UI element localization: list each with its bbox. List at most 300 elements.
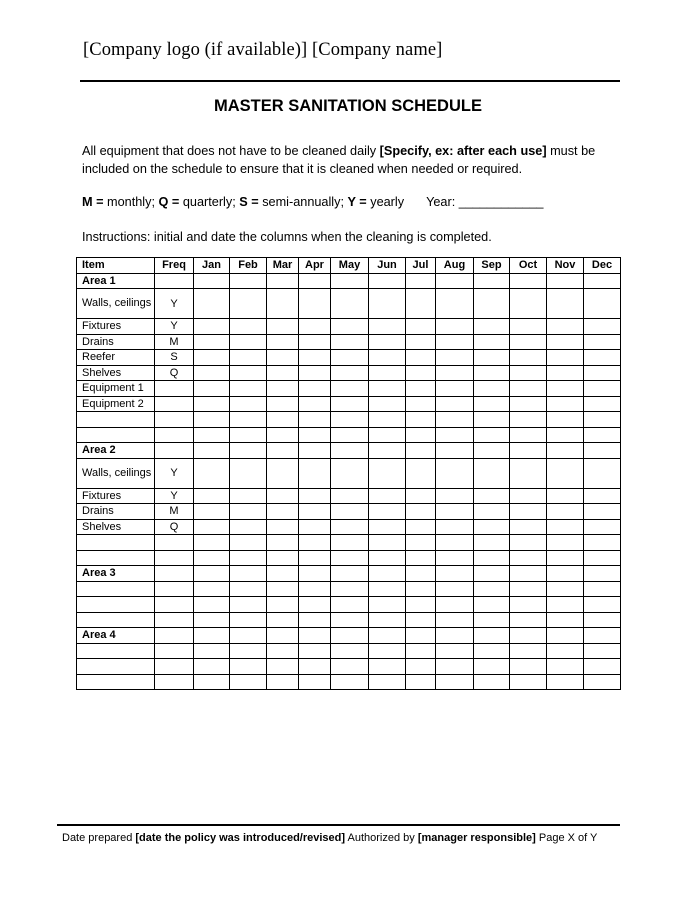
- month-cell[interactable]: [584, 273, 621, 289]
- month-cell[interactable]: [406, 504, 436, 520]
- month-cell[interactable]: [406, 488, 436, 504]
- month-cell[interactable]: [584, 519, 621, 535]
- month-cell[interactable]: [436, 488, 474, 504]
- month-cell[interactable]: [194, 319, 230, 335]
- month-cell[interactable]: [230, 597, 267, 613]
- month-cell[interactable]: [474, 550, 510, 566]
- month-cell[interactable]: [331, 643, 369, 659]
- month-cell[interactable]: [299, 612, 331, 628]
- month-cell[interactable]: [584, 412, 621, 428]
- month-cell[interactable]: [331, 427, 369, 443]
- month-cell[interactable]: [369, 550, 406, 566]
- month-cell[interactable]: [510, 519, 547, 535]
- month-cell[interactable]: [267, 350, 299, 366]
- month-cell[interactable]: [299, 550, 331, 566]
- month-cell[interactable]: [230, 535, 267, 551]
- month-cell[interactable]: [474, 334, 510, 350]
- month-cell[interactable]: [474, 273, 510, 289]
- month-cell[interactable]: [510, 628, 547, 644]
- month-cell[interactable]: [510, 365, 547, 381]
- month-cell[interactable]: [331, 674, 369, 690]
- month-cell[interactable]: [547, 396, 584, 412]
- month-cell[interactable]: [267, 365, 299, 381]
- month-cell[interactable]: [194, 443, 230, 459]
- month-cell[interactable]: [547, 504, 584, 520]
- month-cell[interactable]: [406, 350, 436, 366]
- month-cell[interactable]: [369, 643, 406, 659]
- month-cell[interactable]: [267, 289, 299, 319]
- month-cell[interactable]: [474, 319, 510, 335]
- month-cell[interactable]: [474, 519, 510, 535]
- month-cell[interactable]: [194, 396, 230, 412]
- month-cell[interactable]: [299, 488, 331, 504]
- month-cell[interactable]: [230, 628, 267, 644]
- month-cell[interactable]: [267, 674, 299, 690]
- month-cell[interactable]: [194, 581, 230, 597]
- month-cell[interactable]: [230, 458, 267, 488]
- month-cell[interactable]: [194, 334, 230, 350]
- month-cell[interactable]: [547, 674, 584, 690]
- month-cell[interactable]: [230, 412, 267, 428]
- month-cell[interactable]: [299, 581, 331, 597]
- month-cell[interactable]: [474, 597, 510, 613]
- month-cell[interactable]: [299, 504, 331, 520]
- month-cell[interactable]: [369, 674, 406, 690]
- month-cell[interactable]: [194, 550, 230, 566]
- month-cell[interactable]: [299, 273, 331, 289]
- month-cell[interactable]: [194, 488, 230, 504]
- month-cell[interactable]: [406, 319, 436, 335]
- month-cell[interactable]: [267, 612, 299, 628]
- month-cell[interactable]: [406, 628, 436, 644]
- month-cell[interactable]: [331, 659, 369, 675]
- month-cell[interactable]: [406, 396, 436, 412]
- month-cell[interactable]: [331, 350, 369, 366]
- month-cell[interactable]: [299, 350, 331, 366]
- month-cell[interactable]: [194, 412, 230, 428]
- month-cell[interactable]: [474, 535, 510, 551]
- month-cell[interactable]: [267, 396, 299, 412]
- month-cell[interactable]: [584, 381, 621, 397]
- month-cell[interactable]: [474, 350, 510, 366]
- month-cell[interactable]: [299, 659, 331, 675]
- month-cell[interactable]: [406, 535, 436, 551]
- month-cell[interactable]: [299, 674, 331, 690]
- month-cell[interactable]: [436, 396, 474, 412]
- month-cell[interactable]: [547, 458, 584, 488]
- month-cell[interactable]: [369, 659, 406, 675]
- month-cell[interactable]: [194, 381, 230, 397]
- month-cell[interactable]: [331, 334, 369, 350]
- month-cell[interactable]: [331, 365, 369, 381]
- month-cell[interactable]: [299, 597, 331, 613]
- month-cell[interactable]: [584, 443, 621, 459]
- month-cell[interactable]: [267, 535, 299, 551]
- month-cell[interactable]: [510, 289, 547, 319]
- month-cell[interactable]: [436, 597, 474, 613]
- month-cell[interactable]: [299, 628, 331, 644]
- month-cell[interactable]: [230, 381, 267, 397]
- month-cell[interactable]: [436, 443, 474, 459]
- month-cell[interactable]: [474, 643, 510, 659]
- month-cell[interactable]: [547, 273, 584, 289]
- month-cell[interactable]: [510, 396, 547, 412]
- month-cell[interactable]: [267, 519, 299, 535]
- month-cell[interactable]: [547, 535, 584, 551]
- month-cell[interactable]: [436, 350, 474, 366]
- month-cell[interactable]: [436, 643, 474, 659]
- month-cell[interactable]: [267, 273, 299, 289]
- month-cell[interactable]: [510, 334, 547, 350]
- month-cell[interactable]: [436, 674, 474, 690]
- month-cell[interactable]: [331, 581, 369, 597]
- month-cell[interactable]: [547, 443, 584, 459]
- month-cell[interactable]: [584, 427, 621, 443]
- month-cell[interactable]: [474, 289, 510, 319]
- month-cell[interactable]: [436, 628, 474, 644]
- month-cell[interactable]: [436, 612, 474, 628]
- month-cell[interactable]: [369, 597, 406, 613]
- month-cell[interactable]: [510, 443, 547, 459]
- month-cell[interactable]: [436, 289, 474, 319]
- month-cell[interactable]: [369, 458, 406, 488]
- month-cell[interactable]: [369, 612, 406, 628]
- month-cell[interactable]: [406, 334, 436, 350]
- month-cell[interactable]: [584, 504, 621, 520]
- month-cell[interactable]: [369, 443, 406, 459]
- month-cell[interactable]: [369, 396, 406, 412]
- month-cell[interactable]: [510, 535, 547, 551]
- month-cell[interactable]: [267, 566, 299, 582]
- month-cell[interactable]: [299, 458, 331, 488]
- month-cell[interactable]: [230, 504, 267, 520]
- month-cell[interactable]: [194, 535, 230, 551]
- month-cell[interactable]: [331, 273, 369, 289]
- month-cell[interactable]: [267, 581, 299, 597]
- month-cell[interactable]: [436, 581, 474, 597]
- month-cell[interactable]: [510, 427, 547, 443]
- month-cell[interactable]: [230, 659, 267, 675]
- month-cell[interactable]: [331, 381, 369, 397]
- month-cell[interactable]: [369, 566, 406, 582]
- month-cell[interactable]: [510, 412, 547, 428]
- month-cell[interactable]: [584, 458, 621, 488]
- month-cell[interactable]: [331, 597, 369, 613]
- month-cell[interactable]: [406, 365, 436, 381]
- month-cell[interactable]: [547, 550, 584, 566]
- month-cell[interactable]: [474, 396, 510, 412]
- month-cell[interactable]: [474, 674, 510, 690]
- month-cell[interactable]: [369, 504, 406, 520]
- month-cell[interactable]: [474, 488, 510, 504]
- month-cell[interactable]: [474, 458, 510, 488]
- month-cell[interactable]: [267, 334, 299, 350]
- month-cell[interactable]: [474, 628, 510, 644]
- month-cell[interactable]: [474, 612, 510, 628]
- month-cell[interactable]: [547, 581, 584, 597]
- month-cell[interactable]: [230, 289, 267, 319]
- month-cell[interactable]: [194, 597, 230, 613]
- month-cell[interactable]: [369, 412, 406, 428]
- month-cell[interactable]: [547, 659, 584, 675]
- month-cell[interactable]: [436, 365, 474, 381]
- month-cell[interactable]: [510, 674, 547, 690]
- month-cell[interactable]: [510, 350, 547, 366]
- month-cell[interactable]: [547, 381, 584, 397]
- month-cell[interactable]: [406, 458, 436, 488]
- month-cell[interactable]: [230, 427, 267, 443]
- month-cell[interactable]: [406, 550, 436, 566]
- month-cell[interactable]: [547, 289, 584, 319]
- month-cell[interactable]: [299, 535, 331, 551]
- month-cell[interactable]: [369, 365, 406, 381]
- month-cell[interactable]: [267, 458, 299, 488]
- month-cell[interactable]: [547, 612, 584, 628]
- month-cell[interactable]: [510, 643, 547, 659]
- month-cell[interactable]: [369, 273, 406, 289]
- month-cell[interactable]: [267, 488, 299, 504]
- month-cell[interactable]: [194, 273, 230, 289]
- month-cell[interactable]: [474, 443, 510, 459]
- month-cell[interactable]: [369, 519, 406, 535]
- month-cell[interactable]: [584, 396, 621, 412]
- month-cell[interactable]: [299, 289, 331, 319]
- month-cell[interactable]: [230, 443, 267, 459]
- month-cell[interactable]: [474, 381, 510, 397]
- month-cell[interactable]: [331, 412, 369, 428]
- month-cell[interactable]: [474, 412, 510, 428]
- month-cell[interactable]: [510, 659, 547, 675]
- month-cell[interactable]: [194, 350, 230, 366]
- month-cell[interactable]: [299, 396, 331, 412]
- month-cell[interactable]: [194, 566, 230, 582]
- month-cell[interactable]: [436, 504, 474, 520]
- month-cell[interactable]: [230, 566, 267, 582]
- month-cell[interactable]: [406, 612, 436, 628]
- month-cell[interactable]: [369, 289, 406, 319]
- month-cell[interactable]: [194, 659, 230, 675]
- month-cell[interactable]: [510, 612, 547, 628]
- month-cell[interactable]: [547, 350, 584, 366]
- month-cell[interactable]: [436, 427, 474, 443]
- month-cell[interactable]: [547, 628, 584, 644]
- month-cell[interactable]: [194, 427, 230, 443]
- month-cell[interactable]: [194, 643, 230, 659]
- month-cell[interactable]: [547, 488, 584, 504]
- month-cell[interactable]: [436, 273, 474, 289]
- month-cell[interactable]: [194, 612, 230, 628]
- month-cell[interactable]: [331, 628, 369, 644]
- month-cell[interactable]: [547, 566, 584, 582]
- month-cell[interactable]: [584, 550, 621, 566]
- month-cell[interactable]: [369, 381, 406, 397]
- month-cell[interactable]: [584, 334, 621, 350]
- month-cell[interactable]: [547, 519, 584, 535]
- month-cell[interactable]: [510, 581, 547, 597]
- month-cell[interactable]: [369, 628, 406, 644]
- month-cell[interactable]: [194, 519, 230, 535]
- month-cell[interactable]: [194, 289, 230, 319]
- month-cell[interactable]: [369, 319, 406, 335]
- month-cell[interactable]: [267, 381, 299, 397]
- month-cell[interactable]: [584, 628, 621, 644]
- month-cell[interactable]: [331, 458, 369, 488]
- month-cell[interactable]: [436, 381, 474, 397]
- month-cell[interactable]: [406, 427, 436, 443]
- month-cell[interactable]: [474, 365, 510, 381]
- month-cell[interactable]: [194, 628, 230, 644]
- month-cell[interactable]: [436, 519, 474, 535]
- month-cell[interactable]: [267, 412, 299, 428]
- month-cell[interactable]: [436, 566, 474, 582]
- month-cell[interactable]: [267, 597, 299, 613]
- month-cell[interactable]: [230, 550, 267, 566]
- month-cell[interactable]: [331, 566, 369, 582]
- month-cell[interactable]: [547, 365, 584, 381]
- month-cell[interactable]: [299, 643, 331, 659]
- month-cell[interactable]: [406, 412, 436, 428]
- month-cell[interactable]: [436, 334, 474, 350]
- month-cell[interactable]: [547, 427, 584, 443]
- month-cell[interactable]: [510, 488, 547, 504]
- month-cell[interactable]: [584, 289, 621, 319]
- month-cell[interactable]: [436, 659, 474, 675]
- month-cell[interactable]: [230, 674, 267, 690]
- month-cell[interactable]: [331, 535, 369, 551]
- month-cell[interactable]: [584, 488, 621, 504]
- month-cell[interactable]: [331, 289, 369, 319]
- month-cell[interactable]: [547, 597, 584, 613]
- month-cell[interactable]: [194, 458, 230, 488]
- month-cell[interactable]: [194, 365, 230, 381]
- month-cell[interactable]: [406, 381, 436, 397]
- month-cell[interactable]: [474, 427, 510, 443]
- month-cell[interactable]: [369, 350, 406, 366]
- month-cell[interactable]: [584, 659, 621, 675]
- month-cell[interactable]: [474, 581, 510, 597]
- month-cell[interactable]: [547, 319, 584, 335]
- month-cell[interactable]: [547, 412, 584, 428]
- month-cell[interactable]: [230, 612, 267, 628]
- month-cell[interactable]: [267, 427, 299, 443]
- month-cell[interactable]: [267, 550, 299, 566]
- month-cell[interactable]: [584, 597, 621, 613]
- month-cell[interactable]: [230, 273, 267, 289]
- month-cell[interactable]: [510, 458, 547, 488]
- month-cell[interactable]: [436, 550, 474, 566]
- month-cell[interactable]: [299, 334, 331, 350]
- month-cell[interactable]: [436, 319, 474, 335]
- month-cell[interactable]: [331, 396, 369, 412]
- month-cell[interactable]: [299, 566, 331, 582]
- month-cell[interactable]: [406, 289, 436, 319]
- month-cell[interactable]: [474, 659, 510, 675]
- month-cell[interactable]: [331, 612, 369, 628]
- month-cell[interactable]: [510, 273, 547, 289]
- month-cell[interactable]: [436, 412, 474, 428]
- month-cell[interactable]: [584, 612, 621, 628]
- month-cell[interactable]: [436, 535, 474, 551]
- month-cell[interactable]: [299, 365, 331, 381]
- month-cell[interactable]: [267, 504, 299, 520]
- month-cell[interactable]: [369, 488, 406, 504]
- month-cell[interactable]: [230, 350, 267, 366]
- month-cell[interactable]: [230, 319, 267, 335]
- month-cell[interactable]: [547, 643, 584, 659]
- month-cell[interactable]: [584, 319, 621, 335]
- month-cell[interactable]: [369, 535, 406, 551]
- month-cell[interactable]: [406, 597, 436, 613]
- month-cell[interactable]: [584, 365, 621, 381]
- month-cell[interactable]: [299, 427, 331, 443]
- month-cell[interactable]: [510, 566, 547, 582]
- month-cell[interactable]: [369, 581, 406, 597]
- month-cell[interactable]: [267, 643, 299, 659]
- month-cell[interactable]: [230, 581, 267, 597]
- month-cell[interactable]: [299, 381, 331, 397]
- month-cell[interactable]: [584, 566, 621, 582]
- month-cell[interactable]: [230, 643, 267, 659]
- month-cell[interactable]: [230, 488, 267, 504]
- month-cell[interactable]: [331, 443, 369, 459]
- month-cell[interactable]: [406, 273, 436, 289]
- month-cell[interactable]: [331, 488, 369, 504]
- month-cell[interactable]: [510, 550, 547, 566]
- month-cell[interactable]: [230, 396, 267, 412]
- month-cell[interactable]: [299, 519, 331, 535]
- month-cell[interactable]: [406, 581, 436, 597]
- month-cell[interactable]: [299, 443, 331, 459]
- month-cell[interactable]: [299, 319, 331, 335]
- month-cell[interactable]: [547, 334, 584, 350]
- month-cell[interactable]: [436, 458, 474, 488]
- month-cell[interactable]: [194, 504, 230, 520]
- month-cell[interactable]: [510, 381, 547, 397]
- month-cell[interactable]: [267, 659, 299, 675]
- month-cell[interactable]: [510, 597, 547, 613]
- month-cell[interactable]: [584, 643, 621, 659]
- month-cell[interactable]: [230, 519, 267, 535]
- month-cell[interactable]: [584, 674, 621, 690]
- month-cell[interactable]: [406, 443, 436, 459]
- month-cell[interactable]: [406, 659, 436, 675]
- month-cell[interactable]: [584, 581, 621, 597]
- month-cell[interactable]: [406, 643, 436, 659]
- month-cell[interactable]: [230, 334, 267, 350]
- month-cell[interactable]: [331, 519, 369, 535]
- month-cell[interactable]: [267, 319, 299, 335]
- month-cell[interactable]: [331, 319, 369, 335]
- month-cell[interactable]: [474, 504, 510, 520]
- month-cell[interactable]: [474, 566, 510, 582]
- month-cell[interactable]: [406, 674, 436, 690]
- month-cell[interactable]: [299, 412, 331, 428]
- month-cell[interactable]: [369, 427, 406, 443]
- month-cell[interactable]: [510, 319, 547, 335]
- month-cell[interactable]: [267, 628, 299, 644]
- month-cell[interactable]: [194, 674, 230, 690]
- month-cell[interactable]: [406, 519, 436, 535]
- month-cell[interactable]: [584, 350, 621, 366]
- month-cell[interactable]: [369, 334, 406, 350]
- month-cell[interactable]: [267, 443, 299, 459]
- month-cell[interactable]: [230, 365, 267, 381]
- month-cell[interactable]: [510, 504, 547, 520]
- month-cell[interactable]: [406, 566, 436, 582]
- month-cell[interactable]: [331, 550, 369, 566]
- month-cell[interactable]: [331, 504, 369, 520]
- month-cell[interactable]: [584, 535, 621, 551]
